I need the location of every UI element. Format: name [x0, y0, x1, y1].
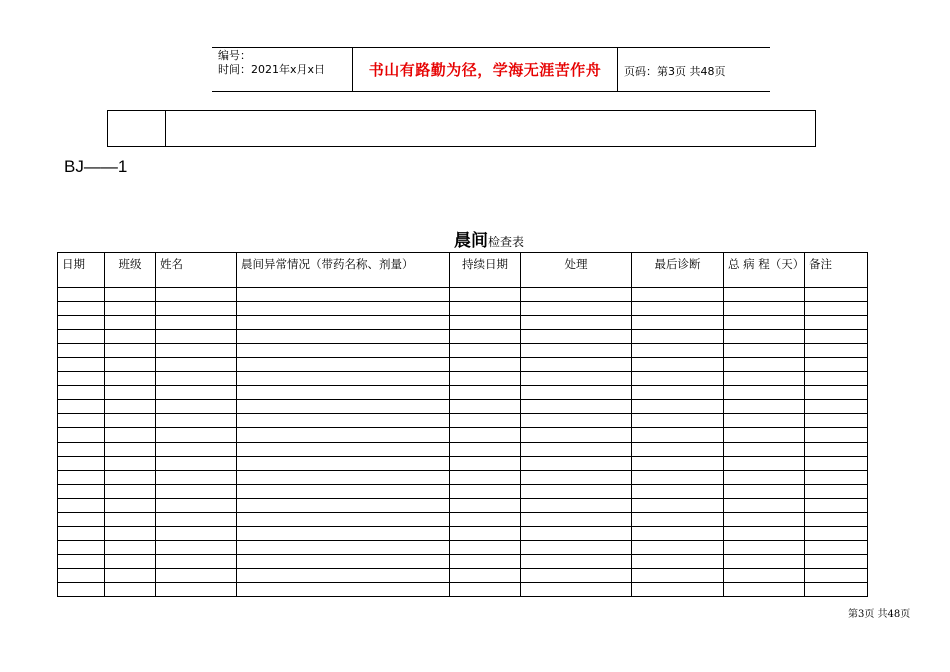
column-header: 姓名	[156, 253, 237, 288]
table-cell[interactable]	[237, 484, 450, 498]
table-cell[interactable]	[450, 358, 521, 372]
column-header: 班级	[105, 253, 156, 288]
table-cell[interactable]	[632, 316, 724, 330]
table-cell[interactable]	[105, 526, 156, 540]
document-code: BJ——1	[64, 157, 128, 176]
column-header: 持续日期	[450, 253, 521, 288]
table-cell[interactable]	[521, 400, 632, 414]
table-cell[interactable]	[724, 344, 805, 358]
table-cell[interactable]	[450, 526, 521, 540]
table-cell[interactable]	[58, 344, 105, 358]
header-meta	[218, 49, 325, 77]
table-cell[interactable]	[632, 512, 724, 526]
table-cell[interactable]	[237, 526, 450, 540]
table-cell[interactable]	[724, 526, 805, 540]
table-cell[interactable]	[805, 512, 868, 526]
table-row	[58, 400, 868, 414]
table-cell[interactable]	[58, 484, 105, 498]
table-body	[58, 288, 868, 597]
table-cell[interactable]	[521, 554, 632, 568]
table-row	[58, 498, 868, 512]
table-cell[interactable]	[805, 302, 868, 316]
table-cell[interactable]	[58, 414, 105, 428]
table-cell[interactable]	[521, 498, 632, 512]
table-cell[interactable]	[450, 470, 521, 484]
table-cell[interactable]	[521, 330, 632, 344]
table-cell[interactable]	[105, 470, 156, 484]
table-cell[interactable]	[237, 288, 450, 302]
table-cell[interactable]	[805, 484, 868, 498]
table-cell[interactable]	[58, 498, 105, 512]
table-cell[interactable]	[724, 456, 805, 470]
table-row	[58, 288, 868, 302]
number-label: 编号：	[218, 49, 251, 62]
table-cell[interactable]	[237, 540, 450, 554]
table-cell[interactable]	[156, 512, 237, 526]
table-cell[interactable]	[805, 330, 868, 344]
table-cell[interactable]	[805, 414, 868, 428]
table-cell[interactable]	[632, 582, 724, 596]
table-cell[interactable]	[632, 456, 724, 470]
table-cell[interactable]	[805, 372, 868, 386]
table-cell[interactable]	[58, 386, 105, 400]
table-cell[interactable]	[805, 582, 868, 596]
table-cell[interactable]	[805, 400, 868, 414]
table-cell[interactable]	[156, 316, 237, 330]
table-cell[interactable]	[58, 400, 105, 414]
header-divider	[617, 47, 618, 92]
table-cell[interactable]	[156, 428, 237, 442]
table-cell[interactable]	[58, 442, 105, 456]
table-cell[interactable]	[58, 288, 105, 302]
table-row	[58, 456, 868, 470]
table-row	[58, 512, 868, 526]
table-cell[interactable]	[237, 512, 450, 526]
table-cell[interactable]	[156, 414, 237, 428]
table-cell[interactable]	[450, 568, 521, 582]
table-cell[interactable]	[632, 414, 724, 428]
table-cell[interactable]	[58, 372, 105, 386]
table-cell[interactable]	[105, 582, 156, 596]
table-cell[interactable]	[724, 302, 805, 316]
table-cell[interactable]	[450, 428, 521, 442]
table-cell[interactable]	[58, 540, 105, 554]
table-row	[58, 386, 868, 400]
table-cell[interactable]	[237, 372, 450, 386]
table-cell[interactable]	[156, 386, 237, 400]
table-row	[58, 582, 868, 596]
table-cell[interactable]	[58, 302, 105, 316]
table-row	[58, 526, 868, 540]
inspection-table	[57, 252, 868, 597]
header-motto: 书山有路勤为径，学海无涯苦作舟	[368, 61, 602, 79]
table-cell[interactable]	[105, 358, 156, 372]
table-cell[interactable]	[632, 554, 724, 568]
table-cell[interactable]	[105, 512, 156, 526]
table-cell[interactable]	[521, 372, 632, 386]
table-cell[interactable]	[105, 540, 156, 554]
table-cell[interactable]	[724, 512, 805, 526]
table-cell[interactable]	[450, 414, 521, 428]
table-cell[interactable]	[724, 484, 805, 498]
table-cell[interactable]	[105, 414, 156, 428]
column-header: 总 病 程（天）	[724, 253, 805, 288]
table-cell[interactable]	[632, 498, 724, 512]
table-cell[interactable]	[521, 526, 632, 540]
table-row	[58, 372, 868, 386]
table-cell[interactable]	[58, 470, 105, 484]
table-cell[interactable]	[450, 512, 521, 526]
table-cell[interactable]	[724, 316, 805, 330]
table-cell[interactable]	[156, 372, 237, 386]
header-page-info: 页码：第3页 共48页	[624, 65, 726, 78]
table-cell[interactable]	[521, 316, 632, 330]
table-cell[interactable]	[237, 428, 450, 442]
table-cell[interactable]	[156, 288, 237, 302]
table-row	[58, 330, 868, 344]
header-divider	[352, 47, 353, 92]
table-cell[interactable]	[237, 316, 450, 330]
table-cell[interactable]	[805, 358, 868, 372]
table-cell[interactable]	[237, 582, 450, 596]
table-cell[interactable]	[521, 386, 632, 400]
table-cell[interactable]	[450, 330, 521, 344]
table-cell[interactable]	[521, 484, 632, 498]
table-cell[interactable]	[521, 512, 632, 526]
title-sub: 检查表	[488, 235, 525, 249]
table-cell[interactable]	[156, 568, 237, 582]
table-cell[interactable]	[521, 442, 632, 456]
table-cell[interactable]	[156, 582, 237, 596]
column-header: 日期	[58, 253, 105, 288]
table-cell[interactable]	[237, 358, 450, 372]
table-cell[interactable]	[156, 330, 237, 344]
table-cell[interactable]	[805, 526, 868, 540]
table-cell[interactable]	[156, 344, 237, 358]
table-cell[interactable]	[105, 386, 156, 400]
table-cell[interactable]	[105, 372, 156, 386]
table-cell[interactable]	[237, 498, 450, 512]
column-header: 处理	[521, 253, 632, 288]
table-cell[interactable]	[58, 554, 105, 568]
table-cell[interactable]	[450, 302, 521, 316]
table-cell[interactable]	[632, 526, 724, 540]
table-cell[interactable]	[632, 400, 724, 414]
table-cell[interactable]	[805, 428, 868, 442]
table-cell[interactable]	[632, 386, 724, 400]
empty-info-box	[107, 110, 816, 147]
table-cell[interactable]	[156, 456, 237, 470]
table-row	[58, 484, 868, 498]
table-cell[interactable]	[632, 302, 724, 316]
table-cell[interactable]	[521, 288, 632, 302]
table-cell[interactable]	[58, 568, 105, 582]
table-cell[interactable]	[450, 582, 521, 596]
table-cell[interactable]	[724, 358, 805, 372]
table-cell[interactable]	[632, 442, 724, 456]
table-cell[interactable]	[237, 344, 450, 358]
table-cell[interactable]	[724, 470, 805, 484]
table-cell[interactable]	[521, 456, 632, 470]
table-cell[interactable]	[724, 498, 805, 512]
table-cell[interactable]	[805, 540, 868, 554]
table-cell[interactable]	[237, 400, 450, 414]
table-cell[interactable]	[521, 428, 632, 442]
table-cell[interactable]	[632, 358, 724, 372]
table-cell[interactable]	[632, 344, 724, 358]
table-row	[58, 540, 868, 554]
table-cell[interactable]	[450, 442, 521, 456]
table-cell[interactable]	[724, 386, 805, 400]
table-cell[interactable]	[156, 526, 237, 540]
table-cell[interactable]	[105, 316, 156, 330]
table-cell[interactable]	[237, 442, 450, 456]
table-cell[interactable]	[156, 358, 237, 372]
table-cell[interactable]	[724, 554, 805, 568]
form-title	[454, 226, 524, 251]
table-cell[interactable]	[450, 344, 521, 358]
table-cell[interactable]	[58, 582, 105, 596]
table-cell[interactable]	[724, 568, 805, 582]
table-cell[interactable]	[237, 554, 450, 568]
header-bottom-rule	[212, 91, 770, 92]
table-cell[interactable]	[237, 470, 450, 484]
table-cell[interactable]	[156, 470, 237, 484]
table-cell[interactable]	[450, 372, 521, 386]
table-cell[interactable]	[805, 554, 868, 568]
table-cell[interactable]	[805, 442, 868, 456]
table-cell[interactable]	[724, 330, 805, 344]
table-cell[interactable]	[58, 526, 105, 540]
time-label: 时间：2021年x月x日	[218, 63, 326, 76]
table-cell[interactable]	[450, 288, 521, 302]
header-top-rule	[212, 47, 770, 48]
table-row	[58, 470, 868, 484]
table-cell[interactable]	[805, 316, 868, 330]
table-cell[interactable]	[105, 330, 156, 344]
table-cell[interactable]	[105, 484, 156, 498]
table-cell[interactable]	[237, 330, 450, 344]
table-cell[interactable]	[805, 386, 868, 400]
table-cell[interactable]	[521, 582, 632, 596]
table-cell[interactable]	[521, 358, 632, 372]
table-cell[interactable]	[156, 442, 237, 456]
table-cell[interactable]	[105, 344, 156, 358]
table-cell[interactable]	[632, 470, 724, 484]
table-cell[interactable]	[521, 568, 632, 582]
table-cell[interactable]	[521, 470, 632, 484]
table-cell[interactable]	[58, 330, 105, 344]
table-cell[interactable]	[632, 568, 724, 582]
table-cell[interactable]	[805, 498, 868, 512]
table-cell[interactable]	[450, 540, 521, 554]
table-cell[interactable]	[632, 484, 724, 498]
table-cell[interactable]	[58, 316, 105, 330]
empty-info-box-divider	[165, 110, 166, 147]
table-row	[58, 554, 868, 568]
table-row	[58, 358, 868, 372]
table-cell[interactable]	[156, 484, 237, 498]
table-cell[interactable]	[724, 428, 805, 442]
table-row	[58, 414, 868, 428]
table-cell[interactable]	[58, 358, 105, 372]
table-cell[interactable]	[805, 470, 868, 484]
table-cell[interactable]	[450, 400, 521, 414]
table-cell[interactable]	[724, 414, 805, 428]
table-cell[interactable]	[105, 568, 156, 582]
table-cell[interactable]	[805, 288, 868, 302]
table-cell[interactable]	[724, 582, 805, 596]
table-row	[58, 442, 868, 456]
table-cell[interactable]	[156, 554, 237, 568]
table-cell[interactable]	[450, 386, 521, 400]
table-cell[interactable]	[105, 428, 156, 442]
table-row	[58, 344, 868, 358]
table-cell[interactable]	[105, 288, 156, 302]
table-header-row	[58, 253, 868, 288]
table-cell[interactable]	[156, 498, 237, 512]
column-header: 备注	[805, 253, 868, 288]
table-cell[interactable]	[805, 456, 868, 470]
table-cell[interactable]	[632, 330, 724, 344]
table-cell[interactable]	[521, 414, 632, 428]
table-cell[interactable]	[724, 288, 805, 302]
column-header: 最后诊断	[632, 253, 724, 288]
table-cell[interactable]	[237, 386, 450, 400]
table-cell[interactable]	[156, 540, 237, 554]
title-main: 晨间	[454, 231, 488, 251]
table-cell[interactable]	[521, 540, 632, 554]
table-cell[interactable]	[724, 372, 805, 386]
table-cell[interactable]	[105, 554, 156, 568]
table-cell[interactable]	[450, 316, 521, 330]
table-cell[interactable]	[237, 456, 450, 470]
table-cell[interactable]	[450, 484, 521, 498]
table-cell[interactable]	[521, 344, 632, 358]
table-cell[interactable]	[105, 302, 156, 316]
column-header: 晨间异常情况（带药名称、剂量）	[237, 253, 450, 288]
table-cell[interactable]	[58, 512, 105, 526]
table-cell[interactable]	[521, 302, 632, 316]
table-cell[interactable]	[105, 442, 156, 456]
table-row	[58, 568, 868, 582]
page-footer: 第3页 共48页	[848, 609, 911, 620]
table-cell[interactable]	[237, 568, 450, 582]
table-row	[58, 302, 868, 316]
table-cell[interactable]	[632, 428, 724, 442]
table-cell[interactable]	[450, 554, 521, 568]
table-cell[interactable]	[58, 456, 105, 470]
table-row	[58, 316, 868, 330]
table-cell[interactable]	[237, 302, 450, 316]
table-cell[interactable]	[156, 400, 237, 414]
table-cell[interactable]	[156, 302, 237, 316]
table-cell[interactable]	[105, 400, 156, 414]
table-row	[58, 428, 868, 442]
table-cell[interactable]	[724, 540, 805, 554]
table-cell[interactable]	[58, 428, 105, 442]
table-cell[interactable]	[105, 456, 156, 470]
table-cell[interactable]	[724, 442, 805, 456]
table-cell[interactable]	[632, 288, 724, 302]
table-cell[interactable]	[450, 498, 521, 512]
table-cell[interactable]	[450, 456, 521, 470]
table-cell[interactable]	[237, 414, 450, 428]
table-cell[interactable]	[805, 568, 868, 582]
table-cell[interactable]	[632, 540, 724, 554]
table-cell[interactable]	[632, 372, 724, 386]
table-cell[interactable]	[724, 400, 805, 414]
table-cell[interactable]	[805, 344, 868, 358]
table-cell[interactable]	[105, 498, 156, 512]
